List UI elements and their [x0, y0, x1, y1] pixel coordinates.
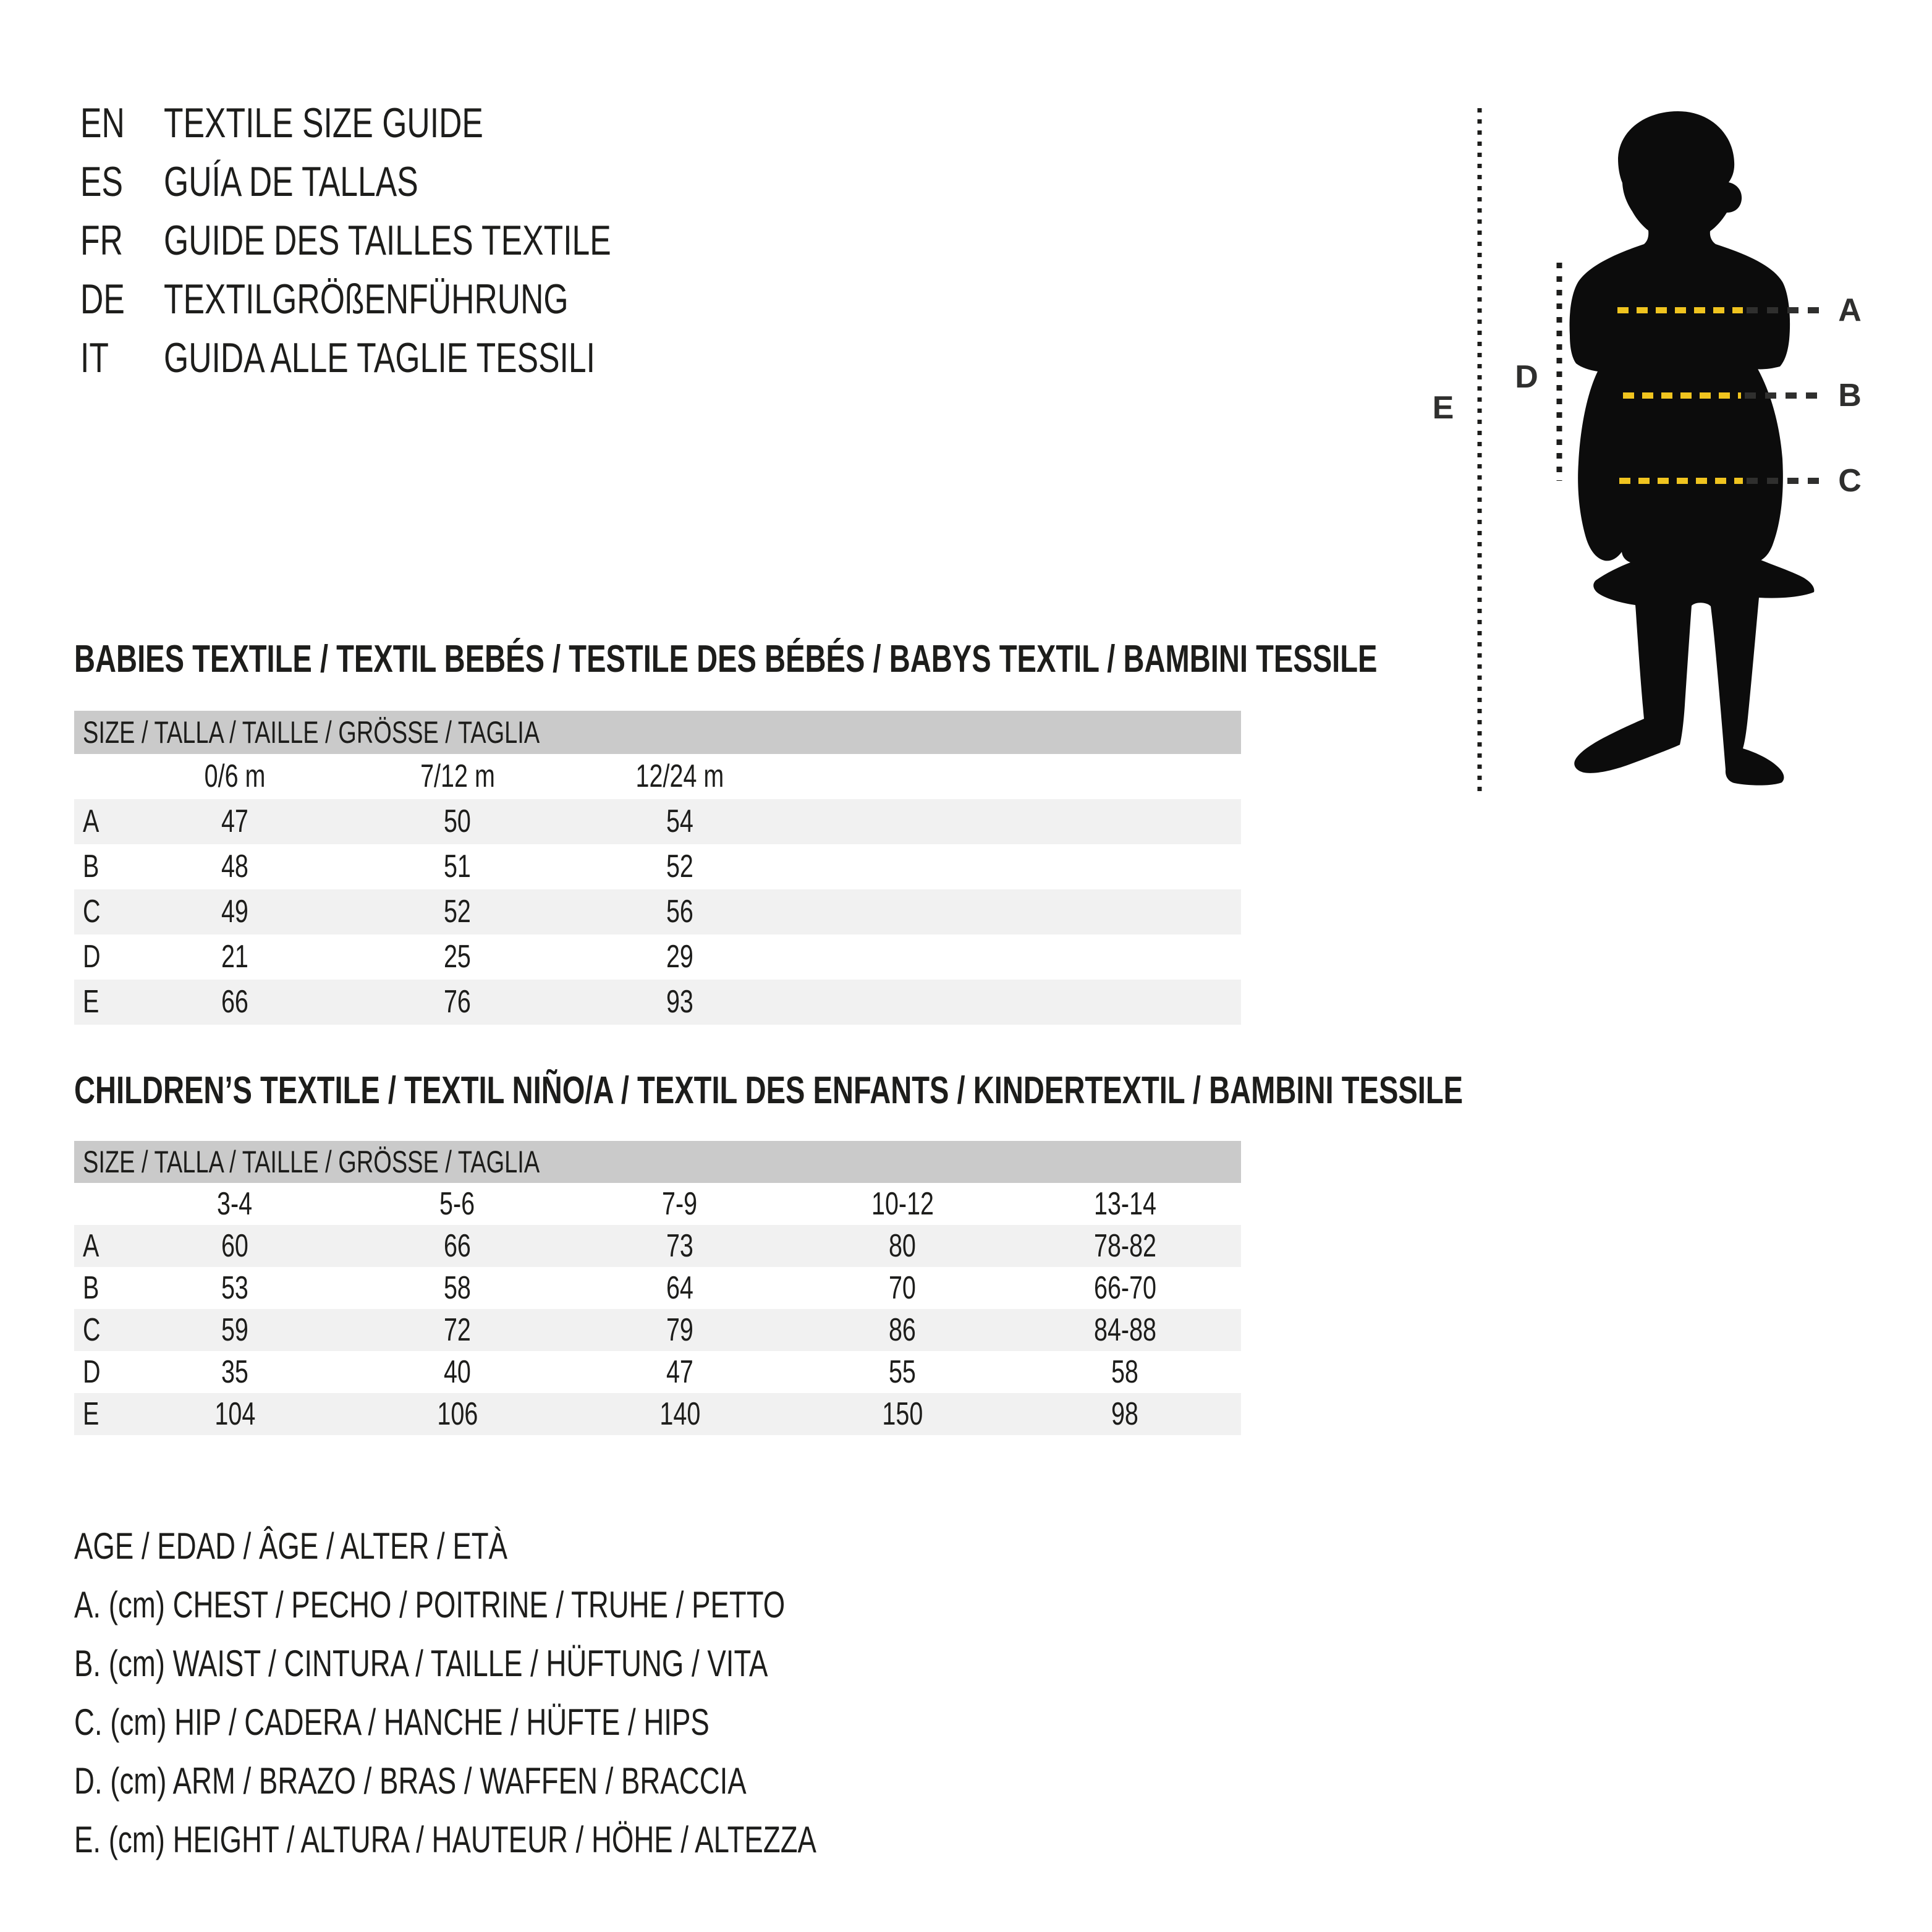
- table-cell: [569, 1267, 791, 1309]
- table-cell: [569, 844, 791, 889]
- row-label: [74, 1267, 124, 1309]
- table-cell-text: 93: [666, 984, 693, 1020]
- label-a: A: [1838, 292, 1862, 328]
- table-cell-text: 40: [444, 1354, 471, 1390]
- language-code-text: FR: [80, 217, 123, 264]
- language-code: [80, 270, 164, 329]
- table-cell-text: 35: [221, 1354, 248, 1390]
- table-row: [74, 889, 1241, 934]
- row-label-text: C: [83, 1312, 101, 1348]
- legend-line: [74, 1634, 1051, 1693]
- label-c: C: [1838, 463, 1862, 499]
- table-row: [74, 980, 1241, 1025]
- corner-cell: [74, 754, 124, 799]
- language-row: [80, 211, 752, 270]
- row-label: [74, 1225, 124, 1267]
- table-cell-text: 80: [889, 1228, 916, 1264]
- legend-line-text: A. (cm) CHEST / PECHO / POITRINE / TRUHE / PETTO: [74, 1584, 786, 1625]
- table-cell-text: 98: [1111, 1396, 1138, 1432]
- table-cell-text: 52: [444, 894, 471, 930]
- language-code: [80, 94, 164, 153]
- table-cell-text: 50: [444, 803, 471, 839]
- language-code: [80, 211, 164, 270]
- children-section-title-text: CHILDREN’S TEXTILE / TEXTIL NIÑO/A / TEXTIL DES ENFANTS / KINDERTEXTIL / BAMBINI TESSILE: [74, 1069, 1464, 1112]
- language-title-text: TEXTILE SIZE GUIDE: [164, 100, 483, 146]
- table-cell: [346, 889, 569, 934]
- table-cell: [346, 1393, 569, 1435]
- legend-line-text: D. (cm) ARM / BRAZO / BRAS / WAFFEN / BRACCIA: [74, 1760, 747, 1802]
- table-cell-text: 52: [666, 849, 693, 884]
- table-cell-text: 73: [666, 1228, 693, 1264]
- babies-size-table: [74, 754, 1241, 1025]
- row-label-text: A: [83, 1228, 100, 1264]
- table-cell-text: 21: [221, 939, 248, 975]
- children-size-header-bar: [74, 1141, 1241, 1183]
- table-cell: [346, 1351, 569, 1393]
- row-label-text: D: [83, 939, 101, 975]
- row-label: [74, 799, 124, 844]
- table-cell: [791, 1393, 1014, 1435]
- table-cell-text: 48: [221, 849, 248, 884]
- row-label-text: A: [83, 803, 100, 839]
- table-cell: [346, 844, 569, 889]
- corner-cell: [74, 1183, 124, 1225]
- column-header: [124, 1183, 346, 1225]
- table-row: [74, 1393, 1241, 1435]
- table-cell: [346, 980, 569, 1025]
- table-cell: [569, 1225, 791, 1267]
- column-header-text: 5-6: [439, 1186, 475, 1222]
- language-title: [164, 211, 752, 270]
- table-cell-text: 58: [1111, 1354, 1138, 1390]
- column-header: [124, 754, 346, 799]
- children-size-table: [74, 1183, 1241, 1435]
- table-cell: [124, 980, 346, 1025]
- table-cell: [791, 1351, 1014, 1393]
- table-cell: [791, 1267, 1014, 1309]
- table-row: [74, 1225, 1241, 1267]
- row-label-text: B: [83, 1270, 100, 1306]
- language-row: [80, 329, 752, 388]
- measurement-legend: [74, 1517, 1051, 1869]
- language-title: [164, 270, 752, 329]
- language-code-text: DE: [80, 276, 125, 323]
- table-row: [74, 844, 1241, 889]
- column-header: [791, 1183, 1014, 1225]
- table-cell: [346, 799, 569, 844]
- children-size-header-text: SIZE / TALLA / TAILLE / GRÖSSE / TAGLIA: [83, 1145, 540, 1179]
- row-label: [74, 844, 124, 889]
- table-cell: [1014, 1351, 1236, 1393]
- row-label: [74, 1309, 124, 1351]
- table-cell-text: 60: [221, 1228, 248, 1264]
- column-header-row: [74, 1183, 1241, 1225]
- table-cell-text: 70: [889, 1270, 916, 1306]
- column-header-text: 7/12 m: [420, 758, 495, 794]
- table-cell: [569, 980, 791, 1025]
- table-cell: [569, 1351, 791, 1393]
- table-cell: [1014, 1267, 1236, 1309]
- table-cell-text: 51: [444, 849, 471, 884]
- row-label-text: B: [83, 849, 100, 884]
- table-cell: [124, 1267, 346, 1309]
- table-row: [74, 799, 1241, 844]
- table-cell: [124, 889, 346, 934]
- legend-line: [74, 1693, 1051, 1752]
- table-cell-text: 78-82: [1093, 1228, 1156, 1264]
- table-cell-text: 150: [882, 1396, 923, 1432]
- table-cell: [569, 934, 791, 980]
- table-cell-text: 25: [444, 939, 471, 975]
- table-cell: [124, 1351, 346, 1393]
- row-label-text: E: [83, 1396, 100, 1432]
- table-cell-text: 106: [437, 1396, 478, 1432]
- language-title-text: GUÍA DE TALLAS: [164, 158, 418, 205]
- column-header-text: 3-4: [217, 1186, 253, 1222]
- column-header-text: 12/24 m: [635, 758, 724, 794]
- language-code: [80, 329, 164, 388]
- row-label: [74, 889, 124, 934]
- table-cell: [791, 1225, 1014, 1267]
- language-title-text: TEXTILGRÖßENFÜHRUNG: [164, 276, 569, 323]
- table-cell: [124, 799, 346, 844]
- table-cell-text: 53: [221, 1270, 248, 1306]
- table-cell-text: 58: [444, 1270, 471, 1306]
- table-cell-text: 54: [666, 803, 693, 839]
- table-cell-text: 140: [659, 1396, 700, 1432]
- table-row: [74, 1267, 1241, 1309]
- table-cell: [124, 1225, 346, 1267]
- children-section-title: [74, 1069, 1902, 1112]
- table-cell-text: 47: [666, 1354, 693, 1390]
- table-cell-text: 49: [221, 894, 248, 930]
- table-cell-text: 64: [666, 1270, 693, 1306]
- table-cell: [346, 934, 569, 980]
- language-title-text: GUIDE DES TAILLES TEXTILE: [164, 217, 611, 264]
- legend-line: [74, 1810, 1051, 1869]
- label-e: E: [1432, 390, 1454, 426]
- table-cell: [569, 799, 791, 844]
- legend-line-text: E. (cm) HEIGHT / ALTURA / HAUTEUR / HÖHE / ALTEZZA: [74, 1819, 816, 1860]
- table-cell-text: 84-88: [1093, 1312, 1156, 1348]
- language-title: [164, 329, 752, 388]
- table-cell-text: 59: [221, 1312, 248, 1348]
- table-cell: [346, 1267, 569, 1309]
- table-cell-text: 72: [444, 1312, 471, 1348]
- column-header-row: [74, 754, 1241, 799]
- column-header: [569, 1183, 791, 1225]
- language-code-text: ES: [80, 158, 123, 205]
- column-header: [569, 754, 791, 799]
- measurement-figure: [1397, 87, 1932, 822]
- table-cell: [791, 1309, 1014, 1351]
- language-title-text: GUIDA ALLE TAGLIE TESSILI: [164, 334, 596, 381]
- table-cell-text: 55: [889, 1354, 916, 1390]
- table-cell-text: 66: [221, 984, 248, 1020]
- table-cell-text: 29: [666, 939, 693, 975]
- legend-line-text: B. (cm) WAIST / CINTURA / TAILLE / HÜFTUNG / VITA: [74, 1643, 768, 1684]
- row-label: [74, 1351, 124, 1393]
- row-label: [74, 1393, 124, 1435]
- table-cell: [1014, 1393, 1236, 1435]
- legend-line-text: AGE / EDAD / ÂGE / ALTER / ETÀ: [74, 1525, 508, 1567]
- table-cell-text: 66: [444, 1228, 471, 1264]
- table-cell: [569, 1309, 791, 1351]
- language-code-text: EN: [80, 100, 125, 146]
- legend-line: [74, 1575, 1051, 1634]
- language-code-text: IT: [80, 334, 109, 381]
- table-cell: [124, 1393, 346, 1435]
- table-cell-text: 76: [444, 984, 471, 1020]
- table-row: [74, 1309, 1241, 1351]
- column-header-text: 10-12: [871, 1186, 934, 1222]
- legend-line: [74, 1752, 1051, 1810]
- table-cell: [569, 889, 791, 934]
- legend-line-text: C. (cm) HIP / CADERA / HANCHE / HÜFTE / HIPS: [74, 1701, 710, 1743]
- table-cell: [569, 1393, 791, 1435]
- table-row: [74, 1351, 1241, 1393]
- label-d: D: [1515, 359, 1538, 395]
- table-cell-text: 47: [221, 803, 248, 839]
- babies-size-header-bar: [74, 711, 1241, 754]
- table-cell-text: 79: [666, 1312, 693, 1348]
- language-title-list: [80, 94, 752, 388]
- column-header: [346, 754, 569, 799]
- child-silhouette: [1570, 111, 1815, 786]
- column-header: [346, 1183, 569, 1225]
- table-cell-text: 66-70: [1093, 1270, 1156, 1306]
- babies-section-title: [74, 638, 1789, 681]
- column-header-text: 0/6 m: [204, 758, 266, 794]
- language-row: [80, 94, 752, 153]
- row-label: [74, 934, 124, 980]
- language-title: [164, 94, 752, 153]
- language-row: [80, 270, 752, 329]
- language-code: [80, 153, 164, 211]
- table-cell: [124, 934, 346, 980]
- column-header-text: 7-9: [662, 1186, 698, 1222]
- table-cell: [124, 844, 346, 889]
- column-header: [1014, 1183, 1236, 1225]
- row-label: [74, 980, 124, 1025]
- row-label-text: E: [83, 984, 100, 1020]
- table-cell-text: 104: [214, 1396, 255, 1432]
- babies-size-header-text: SIZE / TALLA / TAILLE / GRÖSSE / TAGLIA: [83, 715, 540, 750]
- table-cell: [346, 1309, 569, 1351]
- column-header-text: 13-14: [1093, 1186, 1156, 1222]
- row-label-text: D: [83, 1354, 101, 1390]
- table-cell: [1014, 1225, 1236, 1267]
- table-cell-text: 86: [889, 1312, 916, 1348]
- babies-section-title-text: BABIES TEXTILE / TEXTIL BEBÉS / TESTILE DES BÉBÉS / BABYS TEXTIL / BAMBINI TESSILE: [74, 638, 1378, 680]
- table-cell: [346, 1225, 569, 1267]
- table-cell: [1014, 1309, 1236, 1351]
- legend-line: [74, 1517, 1051, 1575]
- table-cell-text: 56: [666, 894, 693, 930]
- language-title: [164, 153, 752, 211]
- language-row: [80, 153, 752, 211]
- row-label-text: C: [83, 894, 101, 930]
- label-b: B: [1838, 378, 1862, 413]
- table-row: [74, 934, 1241, 980]
- table-cell: [124, 1309, 346, 1351]
